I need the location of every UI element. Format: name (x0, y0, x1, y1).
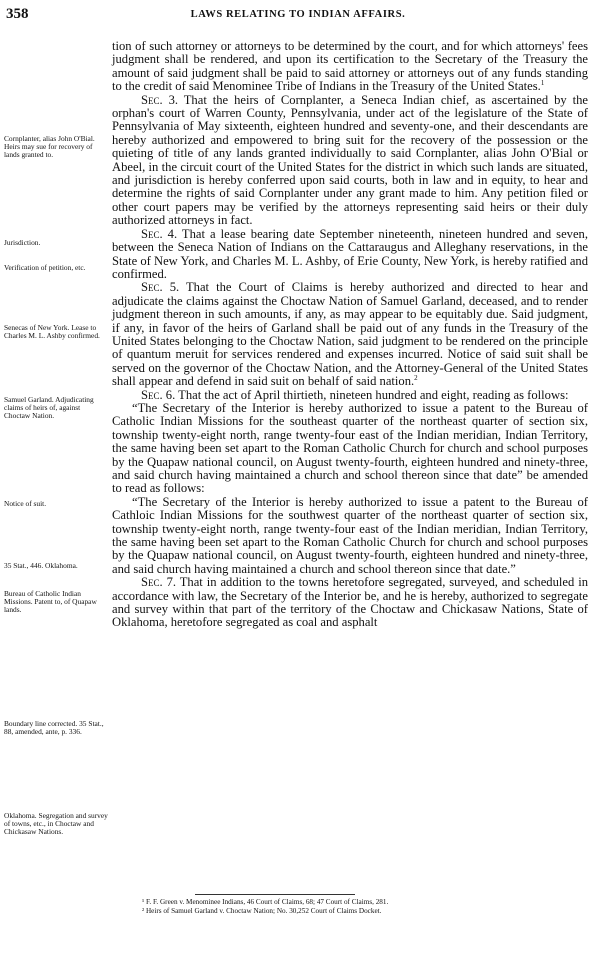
margin-note-jurisdiction: Jurisdiction. (4, 238, 41, 247)
section-label: Sec. 4. (141, 226, 178, 241)
footnote-divider (195, 894, 355, 895)
quoted-text-original: “The Secretary of the Interior is hereby authorized to issue a patent to the Bureau of Catholic Indian Missions for the southeast quarter of the northeast quarter of section six, township twenty-eight north, range twenty-four east of the Indian meridian, Indian Territory, the same having been set apart to the Roman Catholic Church for church and school purposes by the Quapaw national council, on August twenty-fourth, eighteen hundred and ninety-three, and said church having maintained a church and school thereon since that date” be amended to read as follows: (112, 400, 588, 496)
margin-note-cornplanter: Cornplanter, alias John O'Bial. Heirs may sue for recovery of lands granted to. (4, 134, 95, 160)
margin-note-senecas: Senecas of New York. Lease to Charles M. L. Ashby confirmed. (4, 323, 100, 341)
footnote-2: ² Heirs of Samuel Garland v. Choctaw Nation; No. 30,252 Court of Claims Docket. (142, 907, 382, 915)
main-text (112, 40, 588, 630)
margin-note-notice: Notice of suit. (4, 499, 47, 508)
section-3: Sec. 3. That the heirs of Cornplanter, a Seneca Indian chief, as ascertained by the orphan's court of Warren County, Pennsylvania, under act of the legislature of the State of Pennsylvania of May sixteenth, eighteen hundred and seventy-one, and their descendants are hereby authorized and empowered to bring suit for the recovery of the possession or the quieting of title of any lands granted individually to said Cornplanter, alias John O'Bial or Abeel, in the circuit court of the United States for the district in which such lands are situated, and jurisdiction is hereby conferred upon said courts, both in law and in equity, to hear and determine the rights of said Cornplanter under any grant made to him. Any petition filed or other court papers may be verified by the attorneys representing said heirs or their duly authorized attorneys in fact. (112, 92, 588, 228)
section-4: Sec. 4. That a lease bearing date September nineteenth, nineteen hundred and seven, between the Seneca Nation of Indians on the Cattaraugus and Alleghany reservations, in the State of New York, and Charles M. L. Ashby, of Erie County, New York, is hereby ratified and confirmed. (112, 226, 589, 281)
margin-note-verification: Verification of petition, etc. (4, 263, 86, 272)
section-6: Sec. 6. That the act of April thirtieth, nineteen hundred and eight, reading as follows: (141, 387, 569, 402)
margin-note-boundary: Boundary line corrected. 35 Stat., 88, amended, ante, p. 336. (4, 719, 104, 737)
margin-note-oklahoma: Oklahoma. Segregation and survey of towns, etc., in Choctaw and Chickasaw Nations. (4, 811, 108, 837)
page-number: 358 (6, 6, 29, 22)
running-title: LAWS RELATING TO INDIAN AFFAIRS. (190, 9, 406, 20)
section-label: Sec. 7. (141, 575, 177, 590)
margin-note-garland: Samuel Garland. Adjudicating claims of heirs of, against Choctaw Nation. (4, 395, 94, 421)
footnote-1: ¹ F. F. Green v. Menominee Indians, 46 Court of Claims, 68; 47 Court of Claims, 281. (142, 898, 389, 906)
page-header (6, 6, 590, 26)
footnote-ref: 2 (414, 373, 418, 382)
paragraph-continuation: tion of such attorney or attorneys to be determined by the court, and for which attorneys' fees judgment shall be rendered, and upon its certification to the Secretary of the Treasury the amount of said judgment shall be paid to said attorney or attorneys out of any funds standing to the credit of said Menominee Tribe of Indians in the Treasury of the United States.$^1$ (112, 39, 588, 94)
margin-note-stat-446: 35 Stat., 446. Oklahoma. (4, 561, 78, 570)
section-5: Sec. 5. That the Court of Claims is hereby authorized and directed to hear and adjudicate the claims against the Choctaw Nation of Samuel Garland, deceased, and to render judgment thereon in such amounts, if any, as may appear to be equitably due. Said judgment, if any, in favor of the heirs of Garland shall be paid out of any funds in the Treasury of the United States belonging to the Choctaw Nation, said judgment to be rendered on the principle of quantum meruit for services rendered and expenses incurred. Notice of said suit shall be served on the governor of the Choctaw Nation, and the Attorney-General of the United States shall appear and defend in said suit on behalf of said nation.$^2$ (112, 280, 589, 389)
section-7: Sec. 7. That in addition to the towns heretofore segregated, surveyed, and scheduled in accordance with law, the Secretary of the Interior be, and he is hereby, authorized to segregate and survey within that part of the territory of the Choctaw and Chickasaw Nations, State of Oklahoma, heretofore segregated as coal and asphalt (112, 575, 588, 630)
section-label: Sec. 5. (141, 280, 180, 295)
section-label: Sec. 6. (141, 387, 176, 402)
quoted-text-amended: “The Secretary of the Interior is hereby authorized to issue a patent to the Bureau of Cathloic Indian Missions for the southwest quarter of the northeast quarter of section six, township twenty-eight north, range twenty-four east of the Indian meridian, Indian Territory, the same having been set apart to the Roman Catholic Church for church and school purposes by the Quapaw national council, on August twenty-fourth, eighteen hundred and ninety-three, and said church having maintained a church and school thereon since that date.” (112, 494, 588, 576)
section-label: Sec. 3. (141, 92, 179, 107)
margin-note-bureau: Bureau of Catholic Indian Missions. Patent to, of Quapaw lands. (4, 589, 97, 615)
footnote-ref: 1 (540, 79, 545, 88)
